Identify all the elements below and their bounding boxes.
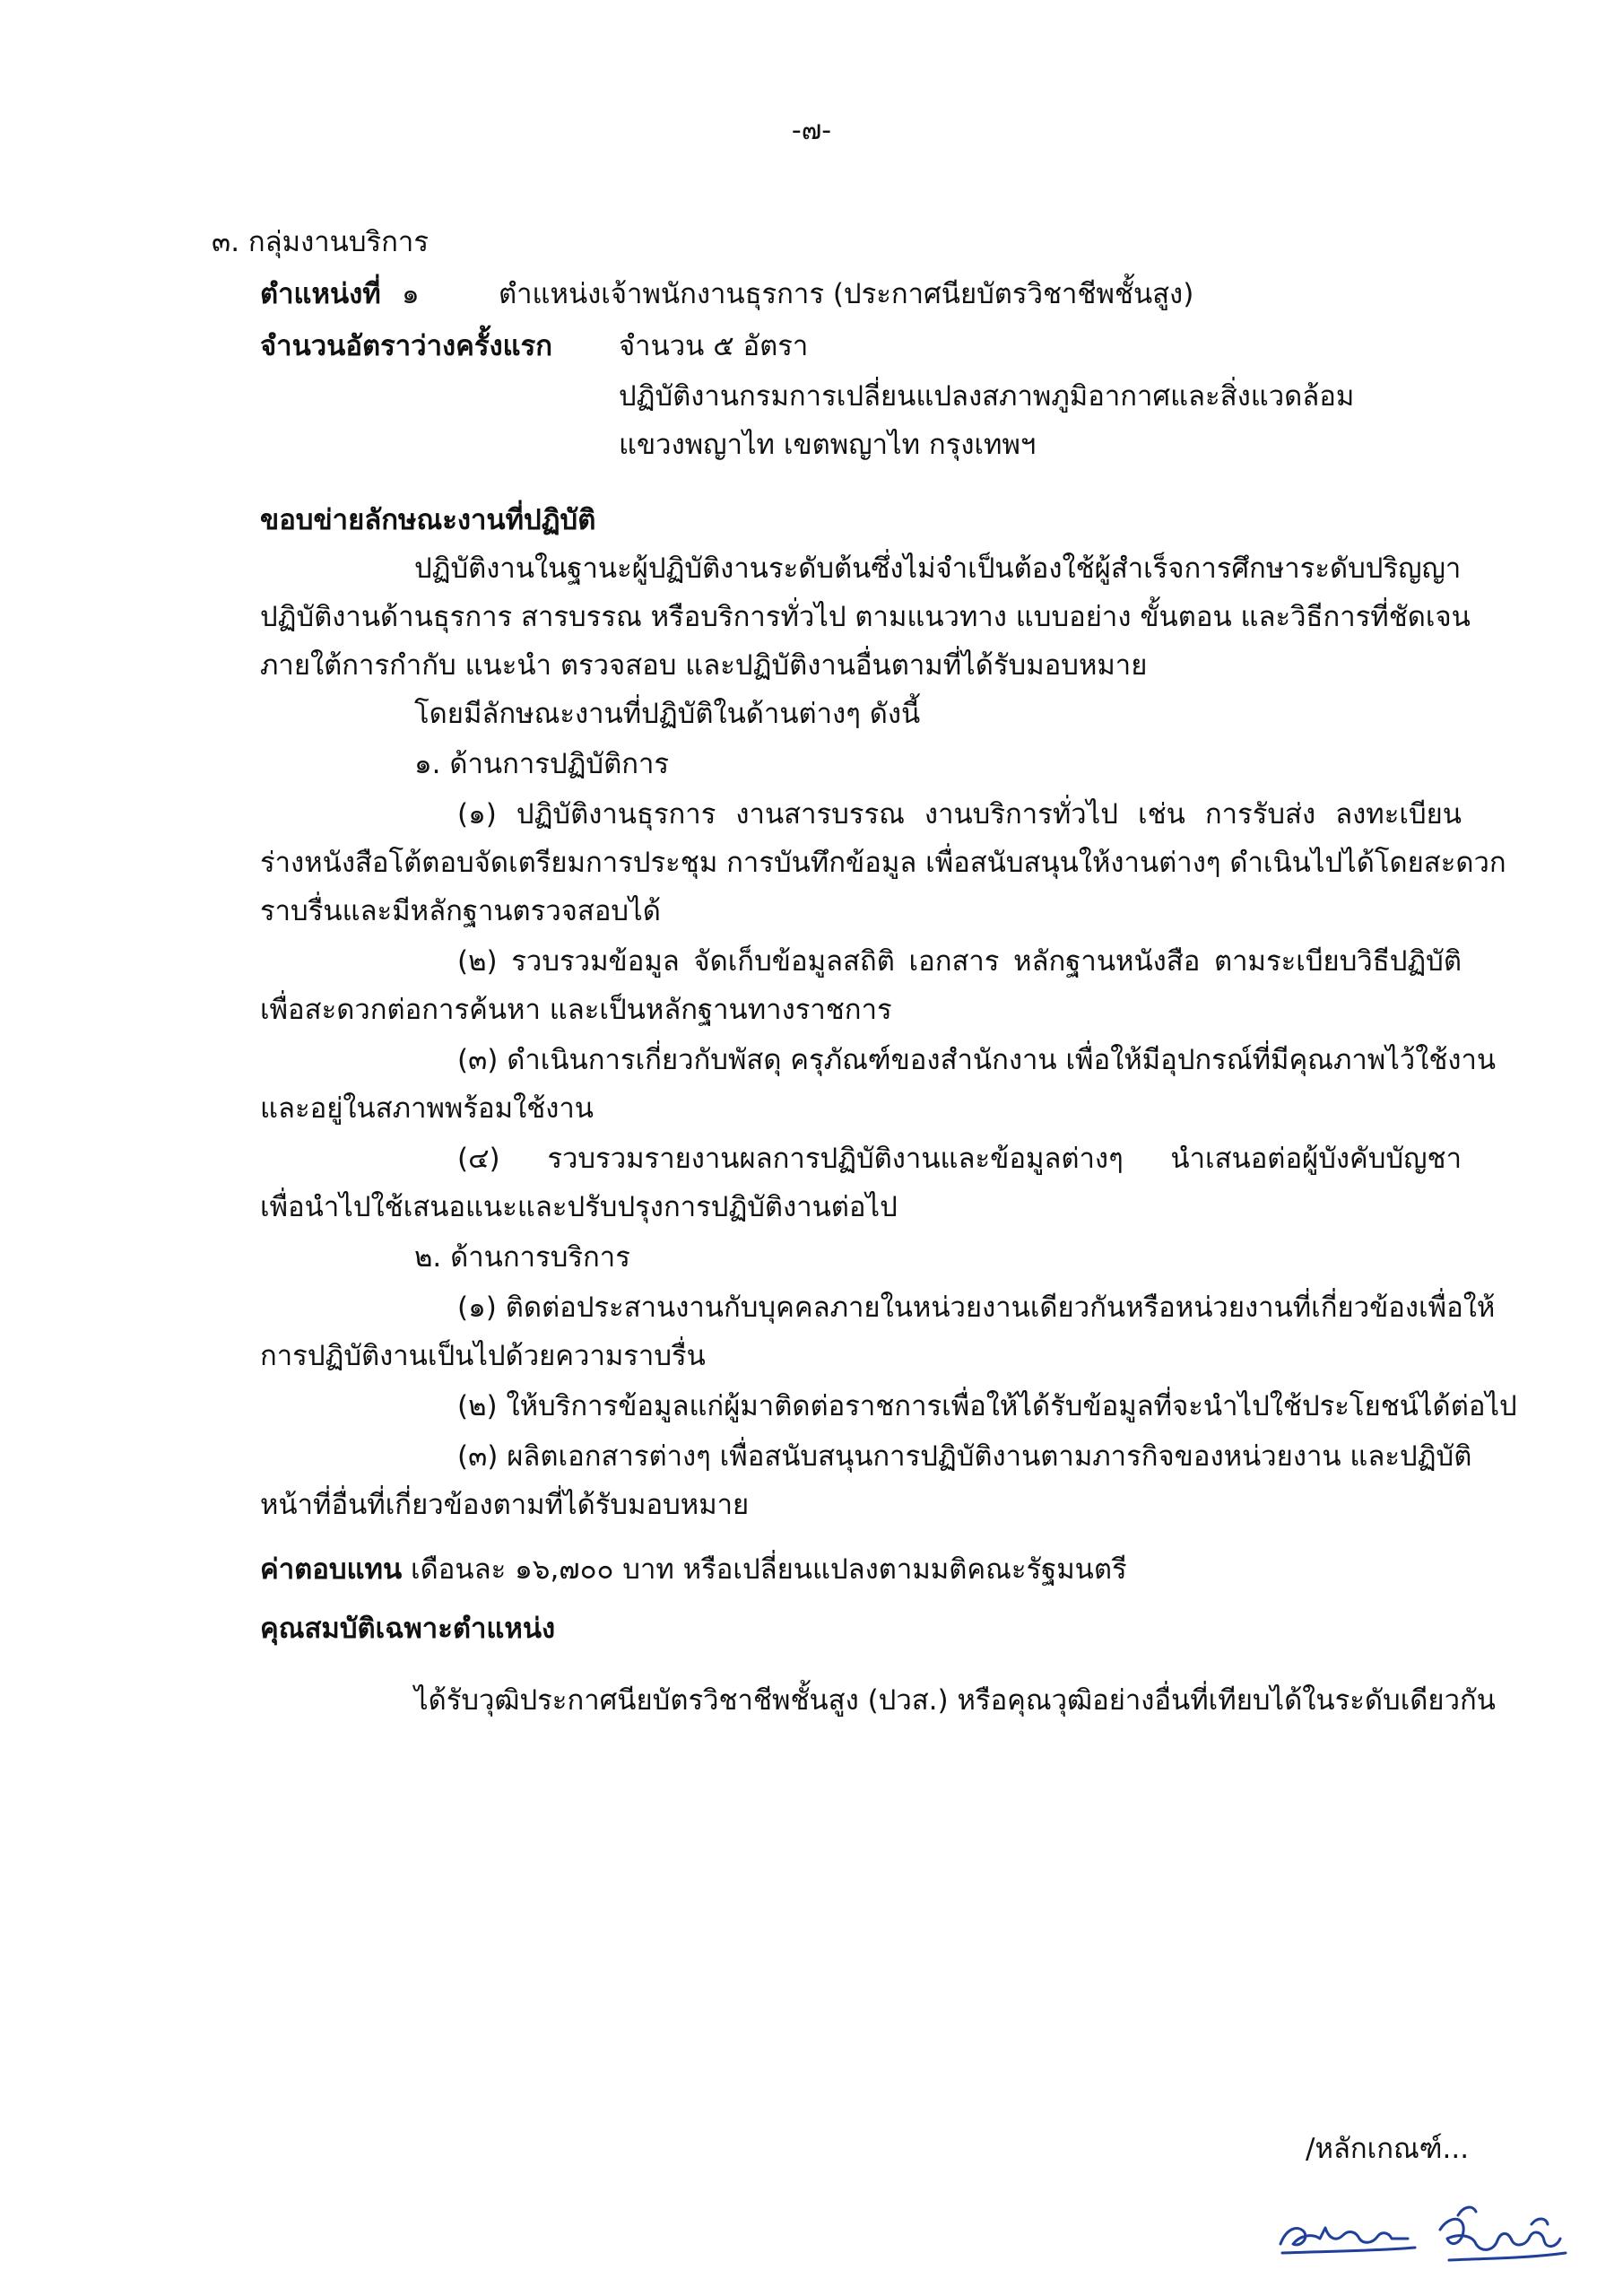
page-number: -๗- (791, 115, 832, 146)
operations-title: ๑. ด้านการปฏิบัติการ (414, 748, 670, 780)
continued-marker: /หลักเกณฑ์... (1306, 2133, 1470, 2165)
service-item-1-line-2: การปฏิบัติงานเป็นไปด้วยความราบรื่น (260, 1340, 706, 1372)
section-heading: ๓. กลุ่มงานบริการ (212, 226, 429, 258)
signature-image (1273, 2188, 1578, 2269)
position-number: ๑ (402, 278, 420, 310)
scope-intro: โดยมีลักษณะงานที่ปฏิบัติในด้านต่างๆ ดังนี้ (414, 698, 921, 730)
service-item-3-line-2: หน้าที่อื่นที่เกี่ยวข้องตามที่ได้รับมอบหมาย (260, 1489, 750, 1521)
operations-item-1-line-2: ร่างหนังสือโต้ตอบจัดเตรียมการประชุม การบันทึกข้อมูล เพื่อสนับสนุนให้งานต่างๆ ดำเนินไปได้โดยสะดวก (260, 847, 1506, 879)
pay-label: ค่าตอบแทน (260, 1553, 403, 1586)
qualification-text: ได้รับวุฒิประกาศนียบัตรวิชาชีพชั้นสูง (ปวส.) หรือคุณวุฒิอย่างอื่นที่เทียบได้ในระดับเดียวกัน (414, 1684, 1496, 1717)
operations-item-2-line-1: (๒) รวบรวมข้อมูล จัดเก็บข้อมูลสถิติ เอกสาร หลักฐานหนังสือ ตามระเบียบวิธีปฏิบัติ (457, 945, 1462, 978)
operations-item-1-line-1: (๑) ปฏิบัติงานธุรการ งานสารบรรณ งานบริการทั่วไป เช่น การรับส่ง ลงทะเบียน (457, 798, 1462, 831)
position-title: ตำแหน่งเจ้าพนักงานธุรการ (ประกาศนียบัตรวิชาชีพชั้นสูง) (499, 278, 1194, 310)
operations-item-3-line-1: (๓) ดำเนินการเกี่ยวกับพัสดุ ครุภัณฑ์ของสำนักงาน เพื่อให้มีอุปกรณ์ที่มีคุณภาพไว้ใช้งาน (457, 1044, 1497, 1076)
operations-item-4-line-2: เพื่อนำไปใช้เสนอแนะและปรับปรุงการปฏิบัติงานต่อไป (260, 1191, 898, 1223)
scope-paragraph-line-1: ปฏิบัติงานในฐานะผู้ปฏิบัติงานระดับต้นซึ่งไม่จำเป็นต้องใช้ผู้สำเร็จการศึกษาระดับปริญญา (414, 552, 1462, 585)
vacancy-count: จำนวน ๕ อัตรา (619, 330, 809, 362)
qualification-heading: คุณสมบัติเฉพาะตำแหน่ง (260, 1613, 556, 1645)
operations-item-3-line-2: และอยู่ในสภาพพร้อมใช้งาน (260, 1092, 594, 1125)
work-place-line-2: แขวงพญาไท เขตพญาไท กรุงเทพฯ (619, 429, 1037, 461)
work-place-line-1: ปฏิบัติงานกรมการเปลี่ยนแปลงสภาพภูมิอากาศและสิ่งแวดล้อม (619, 380, 1355, 413)
vacancy-label: จำนวนอัตราว่างครั้งแรก (260, 330, 553, 362)
pay-text: เดือนละ ๑๖,๗๐๐ บาท หรือเปลี่ยนแปลงตามมติคณะรัฐมนตรี (411, 1553, 1127, 1586)
service-title: ๒. ด้านการบริการ (414, 1241, 630, 1274)
position-label: ตำแหน่งที่ (260, 278, 381, 310)
operations-item-4-line-1: (๔) รวบรวมรายงานผลการปฏิบัติงานและข้อมูลต่างๆ นำเสนอต่อผู้บังคับบัญชา (457, 1143, 1462, 1175)
scope-heading: ขอบข่ายลักษณะงานที่ปฏิบัติ (260, 504, 596, 536)
service-item-1-line-1: (๑) ติดต่อประสานงานกับบุคคลภายในหน่วยงานเดียวกันหรือหน่วยงานที่เกี่ยวข้องเพื่อให้ (457, 1292, 1496, 1324)
scope-paragraph-line-2: ปฏิบัติงานด้านธุรการ สารบรรณ หรือบริการทั่วไป ตามแนวทาง แบบอย่าง ขั้นตอน และวิธีการที่ชัดเจน (260, 601, 1471, 633)
operations-item-2-line-2: เพื่อสะดวกต่อการค้นหา และเป็นหลักฐานทางราชการ (260, 994, 892, 1026)
pay-line (260, 1552, 1127, 1587)
scope-paragraph-line-3: ภายใต้การกำกับ แนะนำ ตรวจสอบ และปฏิบัติงานอื่นตามที่ได้รับมอบหมาย (260, 649, 1148, 682)
operations-item-1-line-3: ราบรื่นและมีหลักฐานตรวจสอบได้ (260, 895, 661, 927)
service-item-2-line-1: (๒) ให้บริการข้อมูลแก่ผู้มาติดต่อราชการเพื่อให้ได้รับข้อมูลที่จะนำไปใช้ประโยชน์ได้ต่อไป (457, 1390, 1517, 1422)
service-item-3-line-1: (๓) ผลิตเอกสารต่างๆ เพื่อสนับสนุนการปฏิบัติงานตามภารกิจของหน่วยงาน และปฏิบัติ (457, 1440, 1472, 1473)
